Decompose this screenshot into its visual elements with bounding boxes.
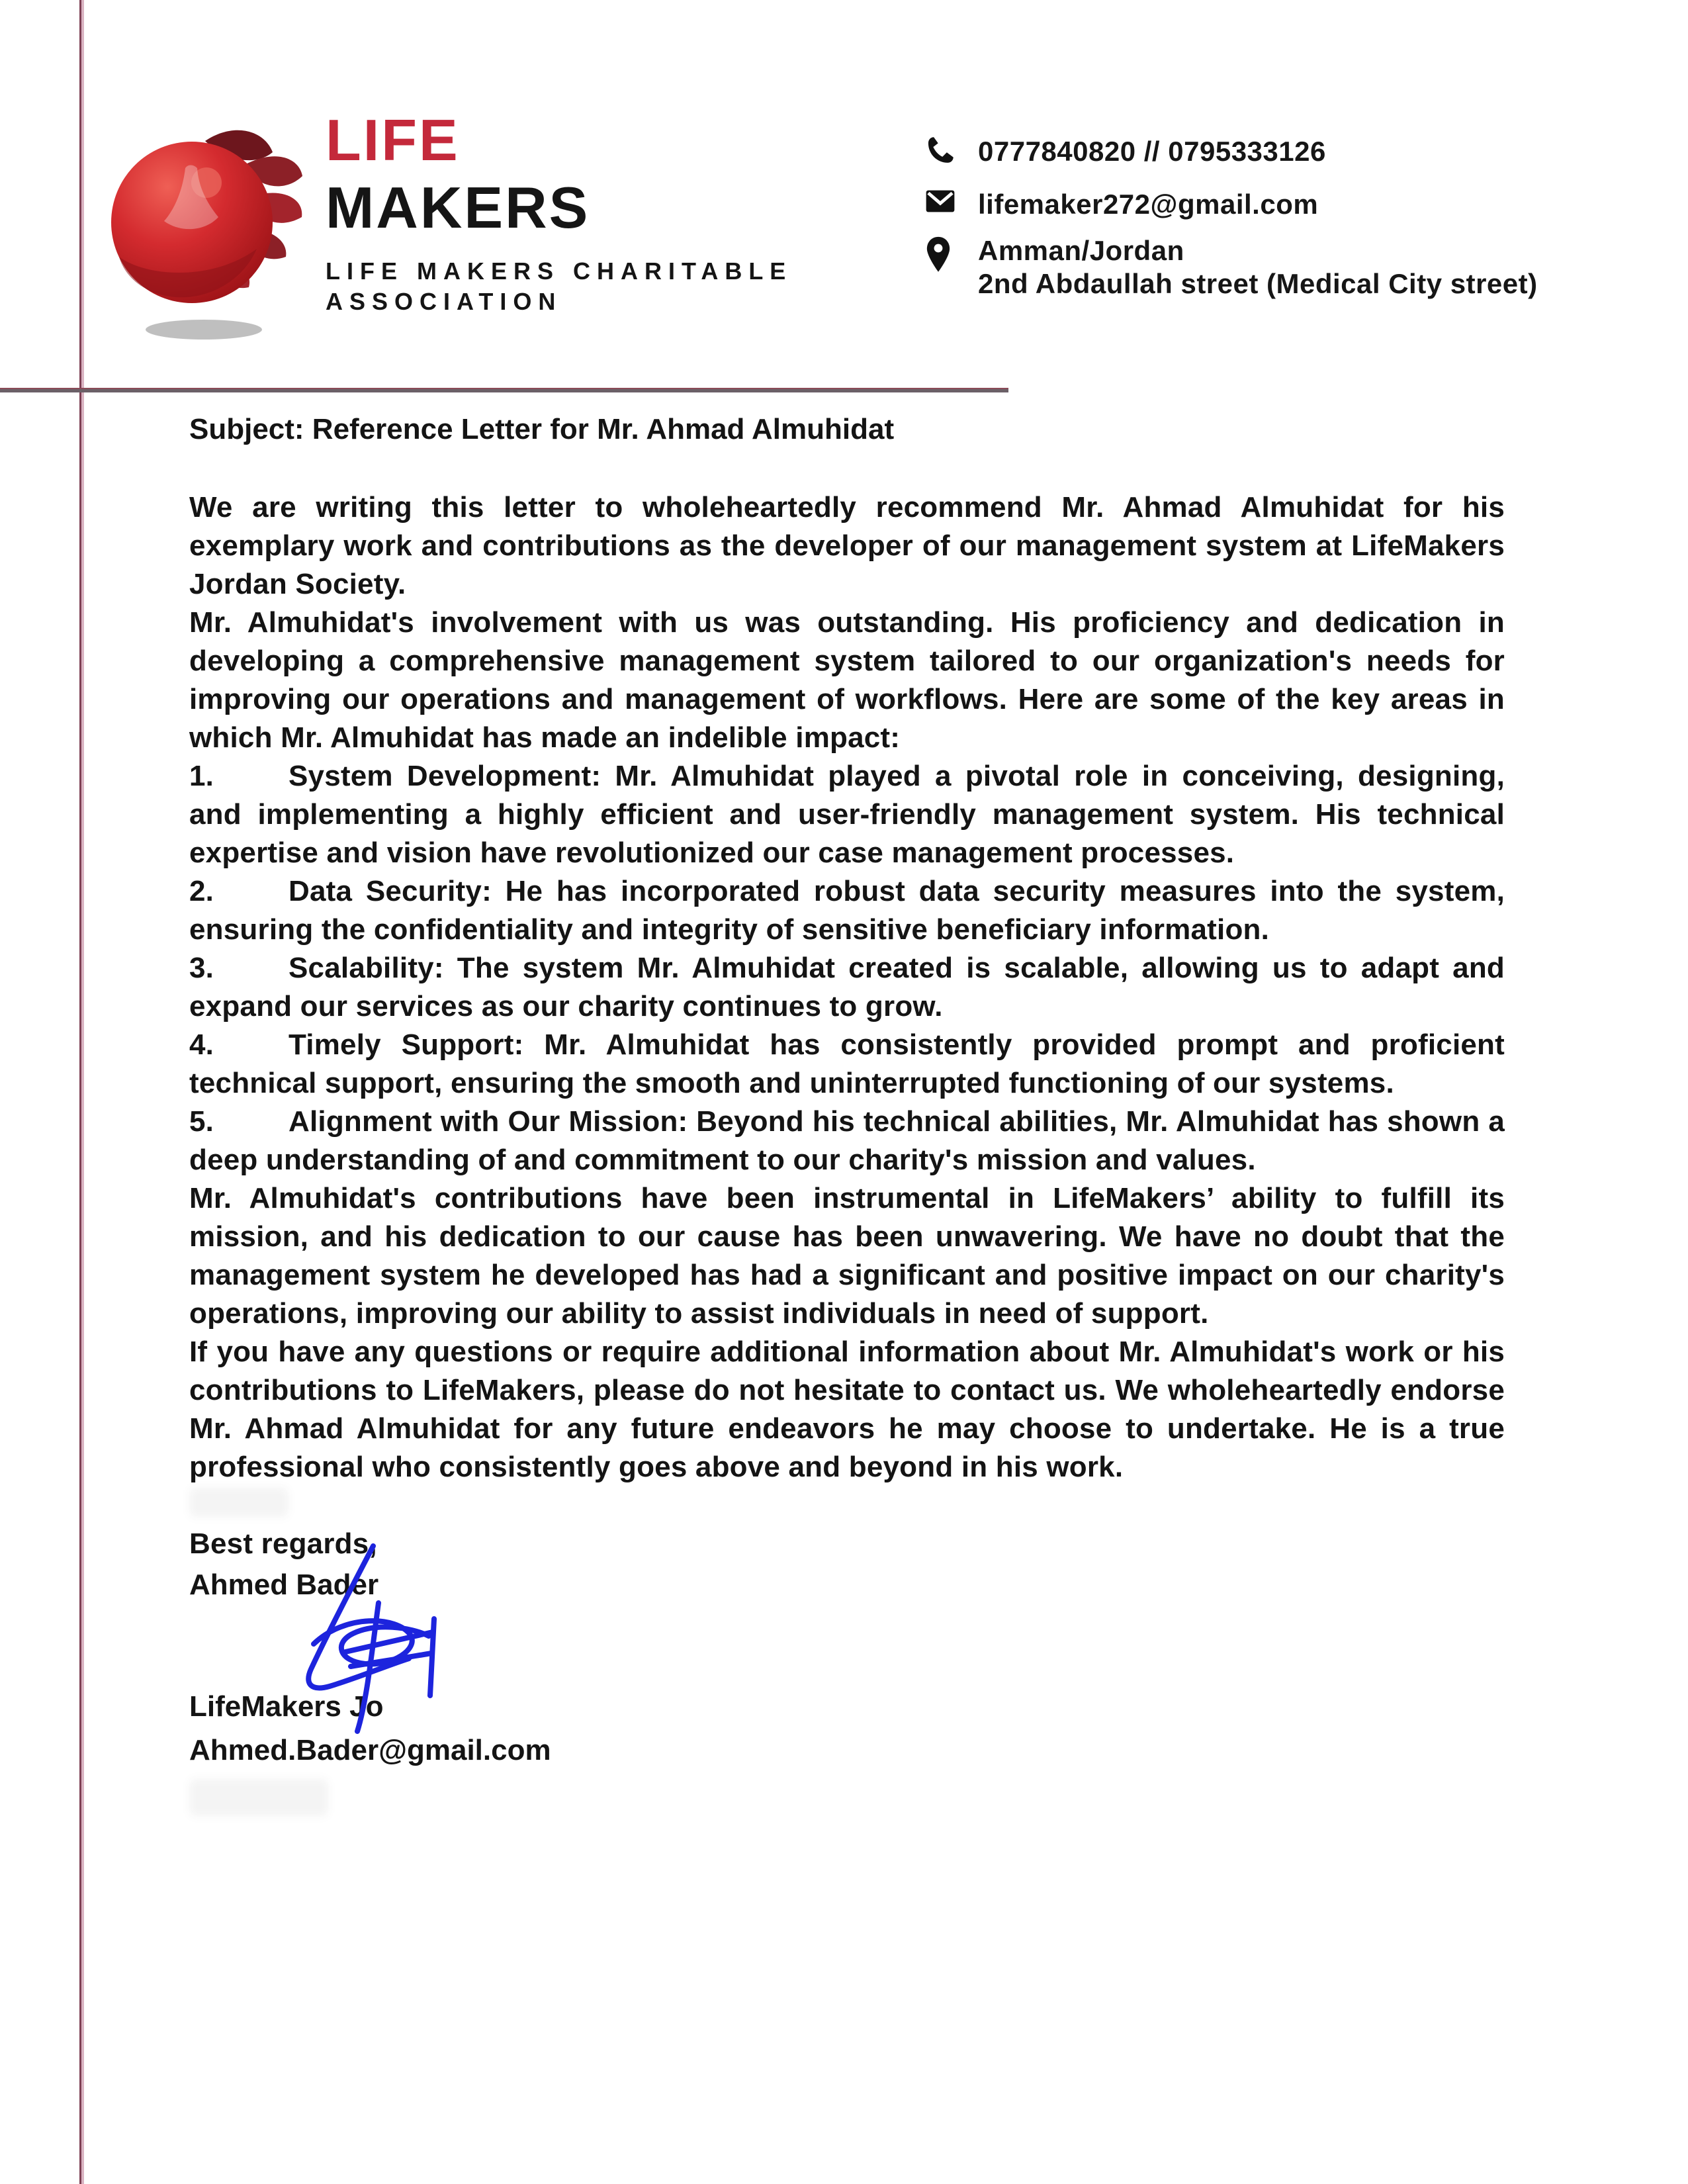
numbered-item-5	[189, 1103, 1505, 1179]
item-number: 5.	[189, 1105, 214, 1138]
paragraph: Mr. Almuhidat's contributions have been instrumental in LifeMakers’ ability to fulfill its mission, and his dedication to our cause has been unwavering. We have no doubt that the management system he developed has had a significant and positive impact on our charity's operations, improving our ability to assist individuals in need of support.	[189, 1182, 1505, 1330]
numbered-item-3	[189, 949, 1505, 1026]
contact-address-line1: Amman/Jordan	[978, 235, 1184, 266]
numbered-item-4	[189, 1026, 1505, 1103]
item-text: Timely Support: Mr. Almuhidat has consistently provided prompt and proficient technical support, ensuring the smooth and uninterrupted functioning of our systems.	[189, 1028, 1505, 1099]
brand-tagline-2: ASSOCIATION	[326, 288, 562, 315]
scan-smudge	[189, 1488, 289, 1517]
apple-logo-icon	[106, 105, 304, 343]
scan-smudge	[189, 1779, 328, 1816]
signature-scribble	[267, 1539, 486, 1738]
subject-line: Subject: Reference Letter for Mr. Ahmad Almuhidat	[189, 413, 895, 445]
item-number: 3.	[189, 952, 214, 984]
numbered-item-2	[189, 872, 1505, 949]
left-margin-line-highlight	[81, 0, 84, 2184]
contact-address-row	[925, 234, 1538, 300]
numbered-item-1	[189, 757, 1505, 872]
paragraph: We are writing this letter to wholeheartedly recommend Mr. Ahmad Almuhidat for his exemplary work and contributions as the developer of our management system at LifeMakers Jordan Society.	[189, 491, 1505, 600]
brand-line-2: MAKERS	[326, 175, 590, 240]
item-text: Alignment with Our Mission: Beyond his technical abilities, Mr. Almuhidat has shown a deep understanding of and commitment to our charity's mission and values.	[189, 1105, 1505, 1176]
item-number: 4.	[189, 1028, 214, 1061]
signature-area	[189, 1563, 1505, 1685]
brand-tagline-1: LIFE MAKERS CHARITABLE	[326, 257, 793, 285]
letter-content	[189, 410, 1505, 1772]
signoff-line: Best regards,	[189, 1527, 377, 1560]
item-text: Scalability: The system Mr. Almuhidat created is scalable, allowing us to adapt and expand our services as our charity continues to grow.	[189, 952, 1505, 1023]
location-pin-icon	[925, 234, 955, 279]
signatory-email: Ahmed.Bader@gmail.com	[189, 1734, 551, 1766]
paragraph: If you have any questions or require additional information about Mr. Almuhidat's work or his contributions to LifeMakers, please do not hesitate to contact us. We wholeheartedly endorse Mr. Ahmad Almuhidat for any future endeavors he may choose to undertake. He is a true professional who consistently goes above and beyond in his work.	[189, 1336, 1505, 1483]
item-text: System Development: Mr. Almuhidat played a pivotal role in conceiving, designing, and implementing a highly efficient and user-friendly management system. His technical expertise and vision have revolutionized our case management processes.	[189, 760, 1505, 869]
paragraph: Mr. Almuhidat's involvement with us was outstanding. His proficiency and dedication in developing a comprehensive management system tailored to our organization's needs for improving our operations and management of workflows. Here are some of the key areas in which Mr. Almuhidat has made an indelible impact:	[189, 606, 1505, 754]
item-number: 2.	[189, 875, 214, 907]
brand-wordmark	[326, 107, 793, 315]
item-number: 1.	[189, 760, 214, 792]
contact-email-row	[925, 188, 1318, 221]
signatory-name: Ahmed Bader	[189, 1569, 379, 1601]
header-divider	[0, 388, 1008, 392]
item-text: Data Security: He has incorporated robust data security measures into the system, ensuring the confidentiality and integrity of sensitive beneficiary information.	[189, 875, 1505, 946]
contact-phone-numbers: 0777840820 // 0795333126	[978, 136, 1326, 167]
lifemakers-logo	[106, 105, 304, 346]
contact-email: lifemaker272@gmail.com	[978, 189, 1319, 220]
contact-phone-row	[925, 135, 1326, 169]
brand-line-1: LIFE	[326, 107, 460, 173]
contact-address-line2: 2nd Abdaullah street (Medical City street)	[978, 268, 1538, 299]
email-icon	[925, 188, 955, 218]
signatory-organization: LifeMakers Jo	[189, 1690, 384, 1723]
phone-icon	[925, 135, 955, 169]
